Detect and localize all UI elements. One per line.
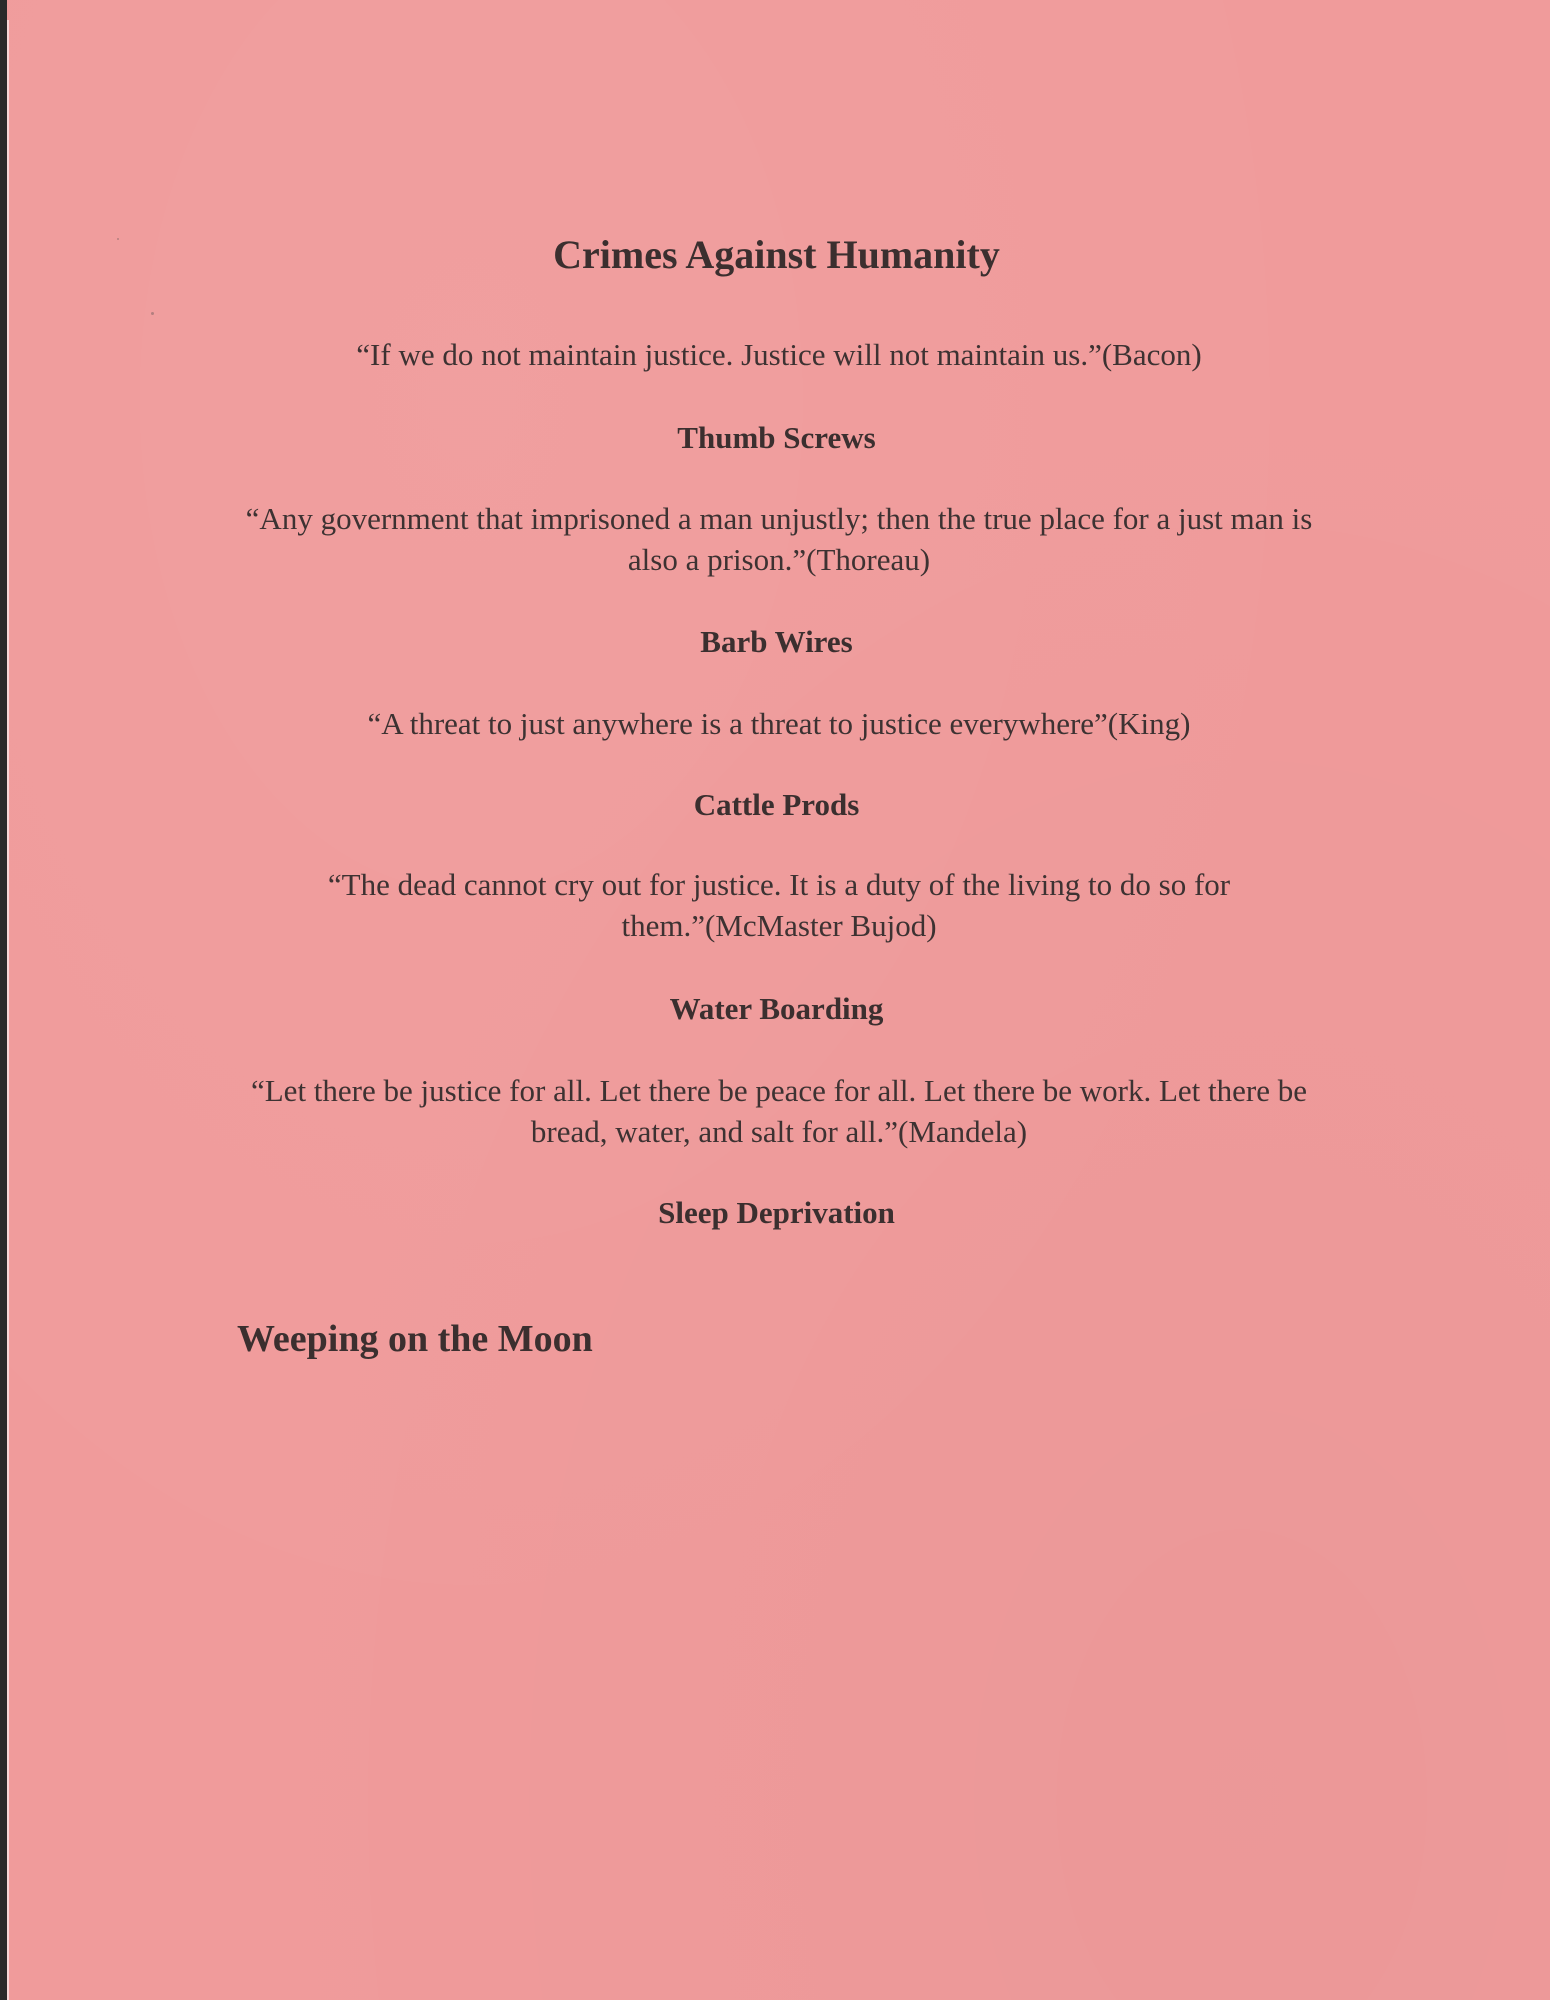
- heading-sleep-deprivation: Sleep Deprivation: [658, 1195, 895, 1230]
- quote-bacon: “If we do not maintain justice. Justice will not maintain us.”(Bacon): [356, 337, 1202, 372]
- paper-speck: [151, 312, 154, 315]
- heading-water-boarding: Water Boarding: [669, 991, 884, 1026]
- heading-cattle-prods: Cattle Prods: [693, 787, 860, 822]
- paper-page: [9, 0, 1550, 2000]
- quote-king: “A threat to just anywhere is a threat to justice everywhere”(King): [367, 706, 1191, 741]
- quote-thoreau: “Any government that imprisoned a man unjustly; then the true place for a just man is also a prison.”(Thoreau): [245, 501, 1313, 577]
- quote-mandela: “Let there be justice for all. Let there be peace for all. Let there be work. Let there be bread, water, and salt for all.”(Mandela): [250, 1073, 1308, 1149]
- heading-thumb-screws: Thumb Screws: [677, 420, 876, 455]
- footer-heading: Weeping on the Moon: [237, 1318, 593, 1360]
- quote-mcmaster-bujod: “The dead cannot cry out for justice. It is a duty of the living to do so for them.”(McMaster Bujod): [327, 867, 1231, 943]
- document-title: Crimes Against Humanity: [553, 232, 1000, 277]
- scan-edge: [0, 0, 7, 2000]
- heading-barb-wires: Barb Wires: [700, 624, 853, 659]
